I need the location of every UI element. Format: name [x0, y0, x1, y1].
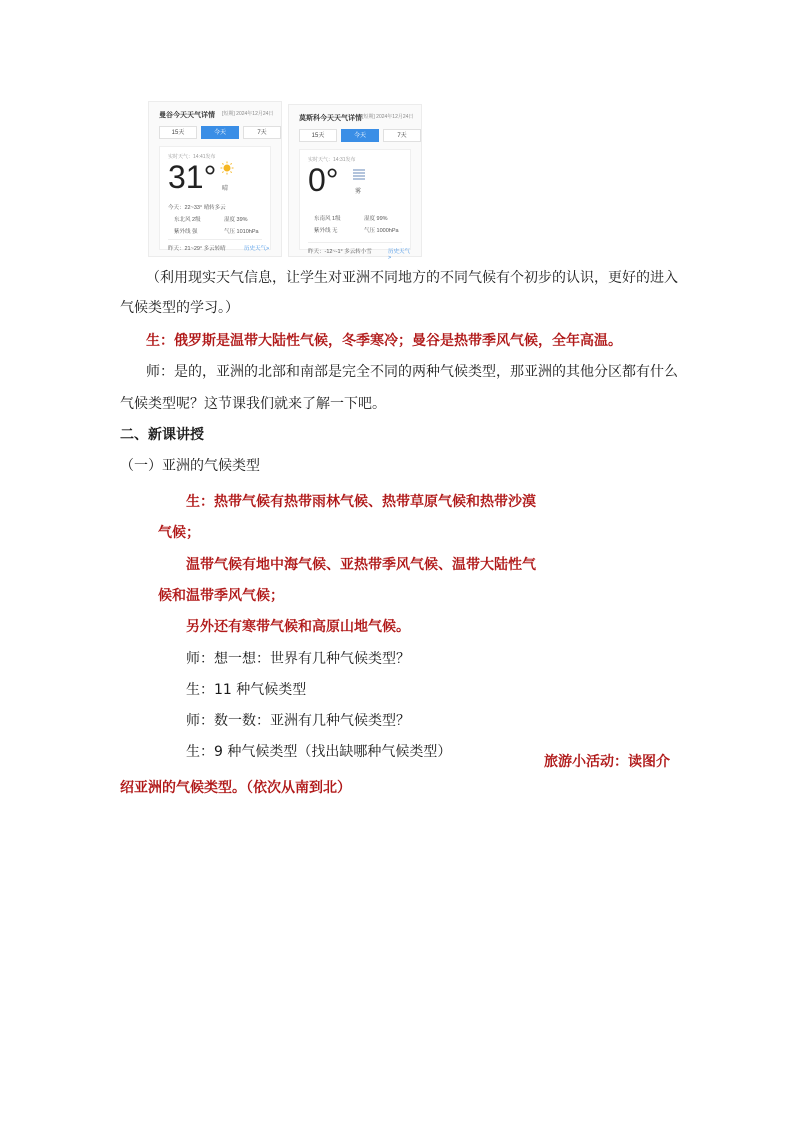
humidity-value: 湿度 99%	[364, 216, 388, 222]
condition-label: 雾	[355, 189, 362, 195]
subsection-heading: （一）亚洲的气候类型	[120, 458, 260, 474]
tab-today[interactable]: 今天	[201, 126, 239, 139]
student-answer-2-line5: 另外还有寒带气候和高原山地气候。	[186, 619, 410, 635]
teacher-question-2: 师：想一想：世界有几种气候类型？	[186, 651, 410, 667]
wind-value: 东南风 1级	[314, 216, 341, 222]
teacher-line-1b: 气候类型呢？这节课我们就来了解一下吧。	[120, 396, 386, 412]
yesterday-forecast: 昨天：-12~-1° 多云转小雪	[308, 249, 372, 255]
teacher-question-3: 师：数一数：亚洲有几种气候类型？	[186, 713, 410, 729]
humidity-value: 湿度 39%	[224, 217, 248, 223]
tab-today[interactable]: 今天	[341, 129, 379, 142]
card-tabs	[299, 129, 425, 142]
paragraph-intro-line1: （利用现实天气信息，让学生对亚洲不同地方的不同气候有个初步的认识，更好的进入	[146, 270, 678, 286]
temperature: 31°	[168, 159, 217, 195]
divider	[168, 239, 262, 240]
student-answer-2-line4: 候和温带季风气候；	[158, 588, 284, 604]
temperature: 0°	[308, 162, 339, 198]
card-title: 曼谷今天天气详情	[159, 112, 215, 119]
weather-card-bangkok	[148, 101, 282, 257]
activity-line1: 旅游小活动：读图介	[544, 754, 670, 770]
card-date: [短期] 2024年12月24日	[362, 114, 414, 120]
history-link[interactable]: 历史天气>	[244, 246, 270, 252]
student-answer-2-line1: 生：热带气候有热带雨林气候、热带草原气候和热带沙漠	[186, 494, 536, 510]
card-date: [短期] 2024年12月24日	[222, 111, 274, 117]
today-forecast: 今天：22~33° 晴转多云	[168, 205, 226, 211]
tab-15-days[interactable]: 15天	[159, 126, 197, 139]
student-answer-2-line2: 气候；	[158, 525, 200, 541]
weather-panel	[299, 149, 411, 261]
card-tabs	[159, 126, 285, 139]
fog-icon	[352, 168, 366, 180]
card-title: 莫斯科今天天气详情	[299, 115, 362, 122]
realtime-label: 实时天气：14:31发布	[308, 157, 356, 163]
wind-value: 东北风 2级	[174, 217, 201, 223]
divider	[308, 242, 402, 243]
paragraph-intro-line2: 气候类型的学习。）	[120, 300, 239, 316]
tab-7-days[interactable]: 7天	[383, 129, 421, 142]
pressure-value: 气压 1010hPa	[224, 229, 259, 235]
student-answer-2-line3: 温带气候有地中海气候、亚热带季风气候、温带大陆性气	[186, 557, 536, 573]
history-link[interactable]: 历史天气>	[388, 249, 411, 261]
activity-line2: 绍亚洲的气候类型。（依次从南到北）	[120, 780, 351, 796]
section-heading: 二、新课讲授	[120, 427, 204, 443]
condition-label: 晴	[222, 186, 229, 192]
tab-7-days[interactable]: 7天	[243, 126, 281, 139]
sun-icon	[220, 161, 234, 175]
uv-value: 紫外线 无	[314, 228, 338, 234]
tab-15-days[interactable]: 15天	[299, 129, 337, 142]
student-answer-4: 生：9 种气候类型（找出缺哪种气候类型）	[186, 744, 452, 760]
teacher-line-1a: 师：是的，亚洲的北部和南部是完全不同的两种气候类型，那亚洲的其他分区都有什么	[146, 364, 678, 380]
pressure-value: 气压 1000hPa	[364, 228, 399, 234]
uv-value: 紫外线 强	[174, 229, 198, 235]
student-answer-3: 生：11 种气候类型	[186, 682, 307, 698]
realtime-label: 实时天气：14:41发布	[168, 154, 216, 160]
student-answer-1: 生：俄罗斯是温带大陆性气候，冬季寒冷；曼谷是热带季风气候，全年高温。	[146, 333, 622, 349]
weather-panel	[159, 146, 271, 250]
yesterday-forecast: 昨天：21~29° 多云转晴	[168, 246, 226, 252]
weather-card-moscow	[288, 104, 422, 261]
